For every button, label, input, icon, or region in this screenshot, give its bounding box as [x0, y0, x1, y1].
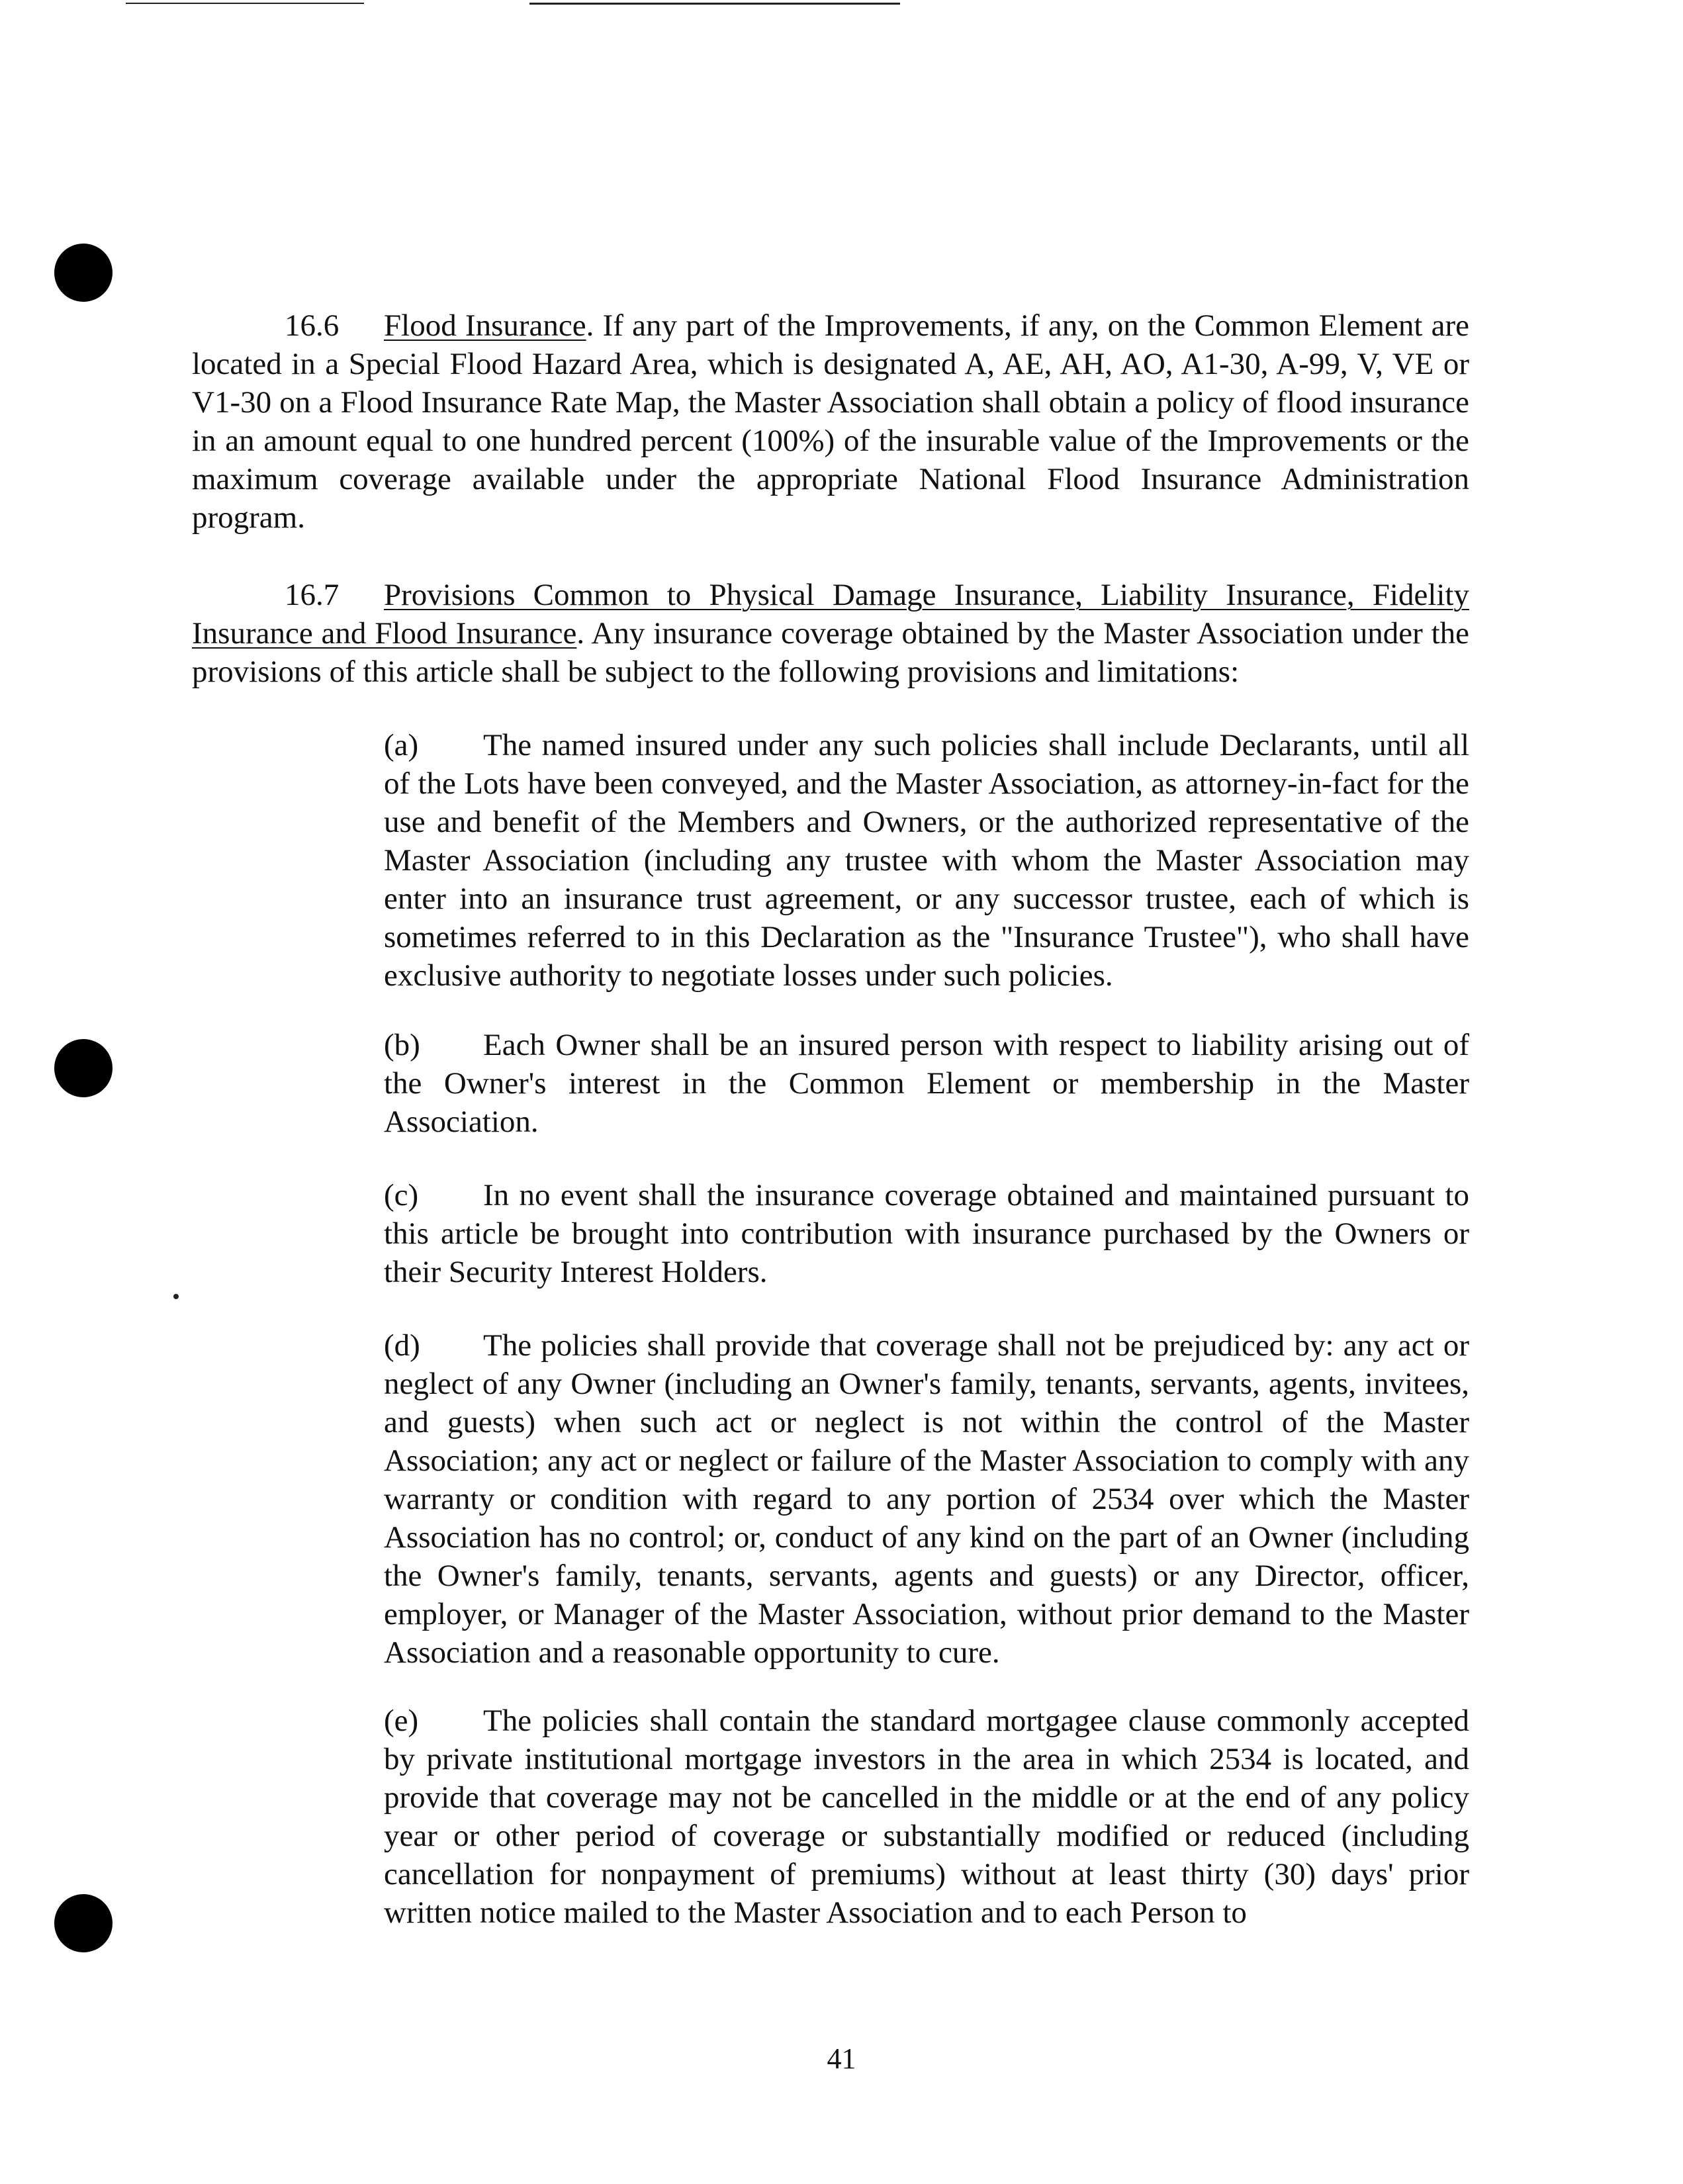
- subsection-c: [384, 1176, 1469, 1291]
- section-number: 16.7: [285, 578, 340, 612]
- subsection-text: In no event shall the insurance coverage obtained and maintained pursuant to this article be brought into contribution with insurance purchased by the Owners or their Security Interest Holders.: [384, 1178, 1469, 1289]
- section-heading: Flood Insurance: [384, 308, 586, 343]
- punch-hole-middle: [54, 1039, 113, 1097]
- section-body: . Any insurance coverage obtained by the Master Association under the provisions of this article shall be subject to the following provisions and limitations:: [192, 616, 1469, 689]
- subsection-text: The named insured under any such policies shall include Declarants, until all of the Lots have been conveyed, and the Master Association, as attorney-in-fact for the use and benefit of the Members and Owners, or the authorized representative of the Master Association (including any trustee with whom the Master Association may enter into an insurance trust agreement, or any successor trustee, each of which is sometimes referred to in this Declaration as the "Insurance Trustee"), who shall have exclusive authority to negotiate losses under such policies.: [384, 728, 1469, 993]
- punch-hole-bottom: [54, 1894, 113, 1952]
- subsection-label: (e): [384, 1704, 419, 1738]
- subsection-d: [384, 1326, 1469, 1672]
- section-16-7: [192, 576, 1469, 691]
- subsection-label: (a): [384, 728, 419, 762]
- section-heading: Provisions Common to Physical Damage Insurance, Liability Insurance, Fidelity Insurance and Flood Insurance: [192, 578, 1469, 651]
- section-number: 16.6: [285, 308, 340, 343]
- subsection-text: Each Owner shall be an insured person with respect to liability arising out of the Owner's interest in the Common Element or membership in the Master Association.: [384, 1028, 1469, 1139]
- subsection-label: (b): [384, 1028, 420, 1062]
- subsection-text: The policies shall provide that coverage shall not be prejudiced by: any act or neglect of any Owner (including an Owner's family, tenants, servants, agents, invitees, and guests) when such act or neglect is not within the control of the Master Association; any act or neglect or failure of the Master Association to comply with any warranty or condition with regard to any portion of 2534 over which the Master Association has no control; or, conduct of any kind on the part of an Owner (including the Owner's family, tenants, servants, agents and guests) or any Director, officer, employer, or Manager of the Master Association, without prior demand to the Master Association and a reasonable opportunity to cure.: [384, 1328, 1469, 1670]
- scan-line-center: [529, 3, 900, 5]
- page-number: 41: [827, 2042, 856, 2075]
- subsection-label: (c): [384, 1178, 419, 1212]
- subsection-a: [384, 726, 1469, 995]
- scan-line-left: [126, 3, 364, 4]
- subsection-label: (d): [384, 1328, 420, 1363]
- stray-dot: [173, 1294, 179, 1299]
- subsection-b: [384, 1026, 1469, 1141]
- section-16-6: [192, 306, 1469, 537]
- subsection-e: [384, 1702, 1469, 1932]
- section-body: . If any part of the Improvements, if any, on the Common Element are located in a Special Flood Hazard Area, which is designated A, AE, AH, AO, A1-30, A-99, V, VE or V1-30 on a Flood Insurance Rate Map, the Master Association shall obtain a policy of flood insurance in an amount equal to one hundred percent (100%) of the insurable value of the Improvements or the maximum coverage available under the appropriate National Flood Insurance Administration program.: [192, 308, 1469, 535]
- punch-hole-top: [54, 244, 113, 302]
- subsection-text: The policies shall contain the standard mortgagee clause commonly accepted by private institutional mortgage investors in the area in which 2534 is located, and provide that coverage may not be cancelled in the middle or at the end of any policy year or other period of coverage or substantially modified or reduced (including cancellation for nonpayment of premiums) without at least thirty (30) days' prior written notice mailed to the Master Association and to each Person to: [384, 1704, 1469, 1930]
